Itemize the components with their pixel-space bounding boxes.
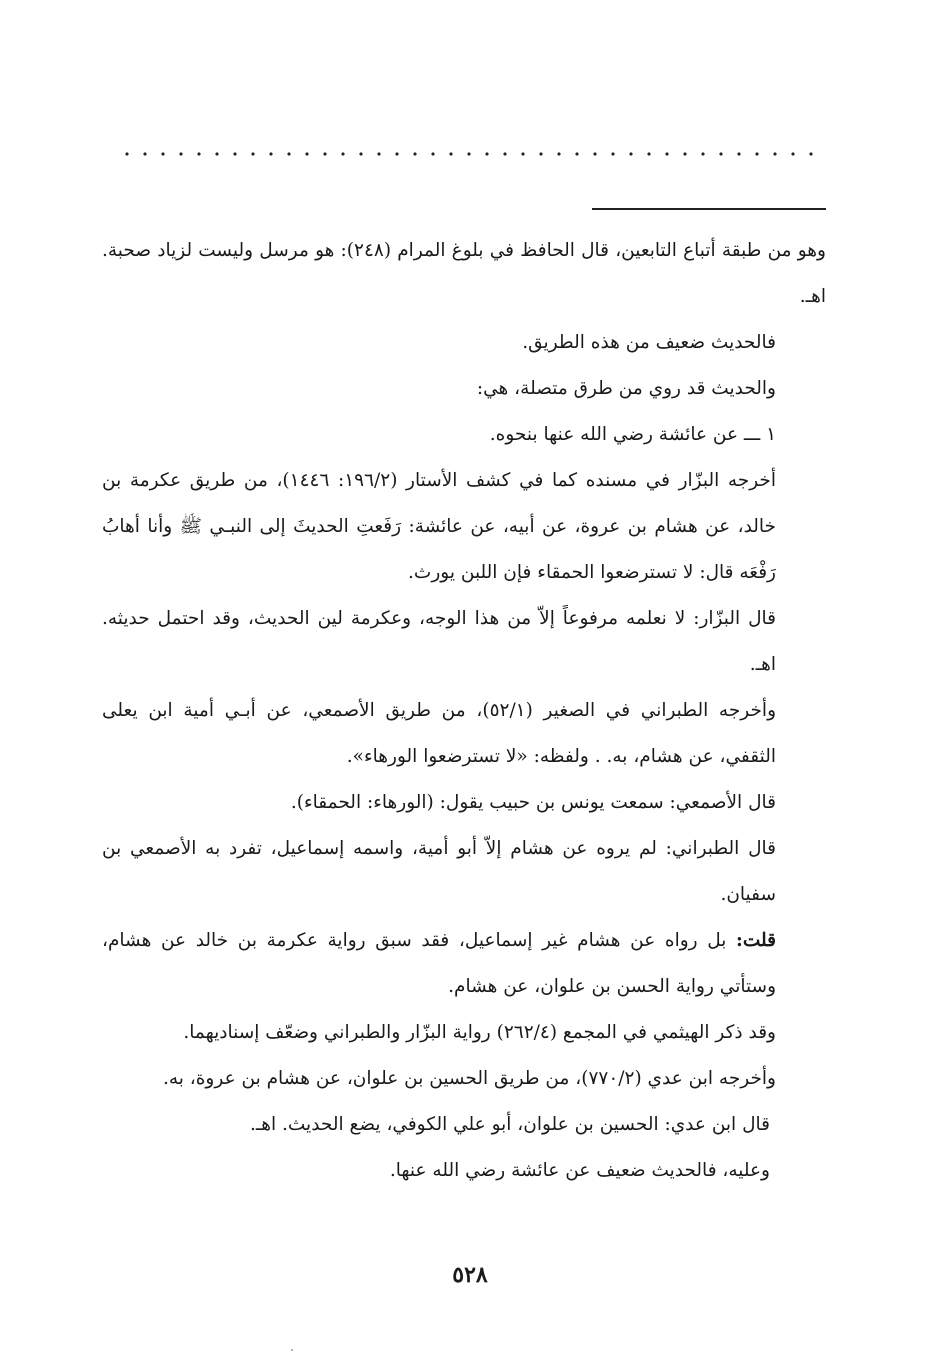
page-body — [102, 228, 826, 1194]
paragraph: وقد ذكر الهيثمي في المجمع (٢٦٢/٤) رواية البزّار والطبراني وضعّف إسناديهما. — [183, 1022, 776, 1043]
paragraph: قال الطبراني: لم يروه عن هشام إلاّ أبو أمية، واسمه إسماعيل، تفرد به الأصمعي بن سفيان. — [102, 838, 776, 905]
scan-speck — [291, 1349, 293, 1351]
paragraph: قال ابن عدي: الحسين بن علوان، أبو علي الكوفي، يضع الحديث. اهـ. — [249, 1114, 770, 1135]
paragraph — [102, 918, 826, 1010]
qultu-label: قلت: — [736, 930, 776, 951]
page-number: ٥٢٨ — [452, 1262, 488, 1288]
paragraph: أخرجه البزّار في مسنده كما في كشف الأستار (١٩٦/٢: ١٤٤٦)، من طريق عكرمة بن خالد، عن هشام بن عروة، عن أبيه، عن عائشة: رَفَعتِ الحديثَ إلى النبـي ﷺ وأنا أهابُ رَفْعَه قال: لا تسترضعوا الحمقاء فإن اللبن يورث. — [102, 470, 776, 583]
paragraph: والحديث قد روي من طرق متصلة، هي: — [476, 378, 776, 399]
paragraph: فالحديث ضعيف من هذه الطريق. — [522, 332, 776, 353]
paragraph-text: بل رواه عن هشام غير إسماعيل، فقد سبق رواية عكرمة بن خالد عن هشام، وستأتي رواية الحسن بن علوان، عن هشام. — [102, 930, 776, 997]
paragraph: وهو من طبقة أتباع التابعين، قال الحافظ في بلوغ المرام (٢٤٨): هو مرسل وليست لزياد صحبة. اهـ. — [102, 240, 826, 307]
paragraph: وأخرجه الطبراني في الصغير (٥٢/١)، من طريق الأصمعي، عن أبـي أمية ابن يعلى الثقفي، عن هشام، به. . ولفظه: «لا تسترضعوا الورهاء». — [102, 700, 777, 767]
paragraph: وأخرجه ابن عدي (٧٧٠/٢)، من طريق الحسين بن علوان، عن هشام بن عروة، به. — [162, 1068, 776, 1089]
paragraph: قال البزّار: لا نعلمه مرفوعاً إلاّ من هذا الوجه، وعكرمة لين الحديث، وقد احتمل حديثه. اهـ. — [102, 608, 776, 675]
paragraph: وعليه، فالحديث ضعيف عن عائشة رضي الله عنها. — [389, 1160, 770, 1181]
paragraph: قال الأصمعي: سمعت يونس بن حبيب يقول: (الورهاء: الحمقاء). — [290, 792, 776, 813]
footnote-rule — [592, 208, 826, 210]
paragraph: ١ ـــ عن عائشة رضي الله عنها بنحوه. — [489, 424, 776, 445]
dotted-separator — [118, 148, 826, 160]
